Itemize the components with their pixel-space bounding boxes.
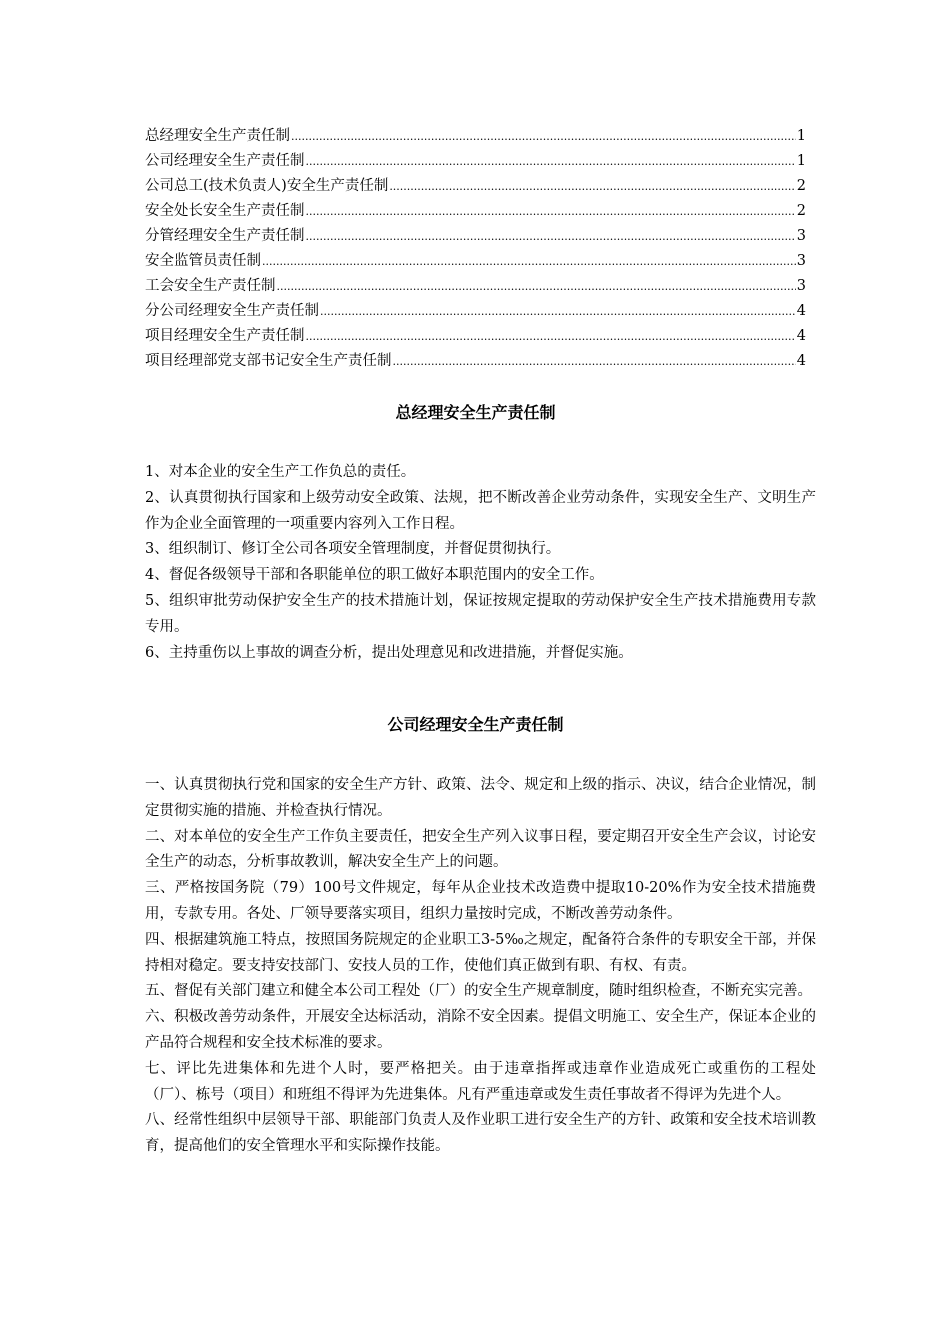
paragraph: 2、认真贯彻执行国家和上级劳动安全政策、法规，把不断改善企业劳动条件，实现安全生产、文明生产作为企业全面管理的一项重要内容列入工作日程。: [145, 489, 816, 532]
toc-entry-page: 3: [796, 228, 806, 244]
toc-entry-page: 2: [796, 178, 806, 194]
toc-entry-page: 3: [796, 253, 806, 269]
toc-dot-leader: [262, 249, 796, 274]
toc-entry-title: 安全监管员责任制: [145, 253, 261, 269]
toc-entry-page: 1: [796, 128, 806, 144]
toc-entry[interactable]: [145, 199, 806, 224]
toc-dot-leader: [389, 174, 795, 199]
toc-entry-page: 2: [796, 203, 806, 219]
toc-entry-title: 项目经理安全生产责任制: [145, 328, 305, 344]
toc-entry-title: 工会安全生产责任制: [145, 278, 276, 294]
paragraph: 二、对本单位的安全生产工作负主要责任，把安全生产列入议事日程，要定期召开安全生产会议，讨论安全生产的动态，分析事故教训，解决安全生产上的问题。: [145, 828, 816, 871]
paragraph: 八、经常性组织中层领导干部、职能部门负责人及作业职工进行安全生产的方针、政策和安全技术培训教育，提高他们的安全管理水平和实际操作技能。: [145, 1112, 816, 1155]
toc-entry[interactable]: [145, 124, 806, 149]
toc-dot-leader: [306, 324, 796, 349]
section-heading: 公司经理安全生产责任制: [387, 715, 564, 734]
paragraph: 4、督促各级领导干部和各职能单位的职工做好本职范围内的安全工作。: [145, 567, 604, 584]
paragraph: 3、组织制订、修订全公司各项安全管理制度，并督促贯彻执行。: [145, 541, 561, 558]
toc-dot-leader: [306, 149, 796, 174]
toc-entry-title: 安全处长安全生产责任制: [145, 203, 305, 219]
paragraph: 6、主持重伤以上事故的调查分析，提出处理意见和改进措施，并督促实施。: [145, 644, 633, 661]
paragraph: 七、评比先进集体和先进个人时，要严格把关。由于违章指挥或违章作业造成死亡或重伤的工程处（厂）、栋号（项目）和班组不得评为先进集体。凡有严重违章或发生责任事故者不得评为先进个人。: [145, 1060, 816, 1103]
toc-entry-page: 4: [796, 303, 806, 319]
toc-dot-leader: [393, 349, 796, 374]
paragraph: 5、组织审批劳动保护安全生产的技术措施计划，保证按规定提取的劳动保护安全生产技术措施费用专款专用。: [145, 592, 816, 635]
toc-dot-leader: [277, 274, 796, 299]
section-body: [145, 773, 816, 1160]
section-heading: 总经理安全生产责任制: [395, 403, 556, 422]
toc-entry-page: 3: [796, 278, 806, 294]
toc-entry-title: 公司总工(技术负责人)安全生产责任制: [145, 178, 389, 194]
toc-entry[interactable]: [145, 249, 806, 274]
toc-dot-leader: [306, 224, 796, 249]
toc-dot-leader: [320, 299, 796, 324]
paragraph: 三、严格按国务院（79）100号文件规定，每年从企业技术改造费中提取10-20%作为安全技术措施费用，专款专用。各处、厂领导要落实项目，组织力量按时完成，不断改善劳动条件。: [145, 880, 816, 922]
toc-entry-title: 分管经理安全生产责任制: [145, 228, 305, 244]
section-body: [145, 460, 816, 666]
toc-entry-title: 公司经理安全生产责任制: [145, 153, 305, 169]
toc-entry-page: 4: [796, 328, 806, 344]
toc-entry[interactable]: [145, 224, 806, 249]
toc-entry-title: 总经理安全生产责任制: [145, 128, 290, 144]
toc-entry[interactable]: [145, 174, 806, 199]
toc-entry-page: 1: [796, 153, 806, 169]
toc-dot-leader: [291, 124, 796, 149]
toc-entry[interactable]: [145, 324, 806, 349]
toc-entry-page: 4: [796, 353, 806, 369]
table-of-contents: [145, 124, 806, 374]
paragraph: 1、对本企业的安全生产工作负总的责任。: [145, 464, 416, 480]
toc-entry[interactable]: [145, 299, 806, 324]
paragraph: 四、根据建筑施工特点，按照国务院规定的企业职工3-5‰之规定，配备符合条件的专职安全干部，并保持相对稳定。要支持安技部门、安技人员的工作，使他们真正做到有职、有权、有责。: [145, 931, 816, 974]
paragraph: 五、督促有关部门建立和健全本公司工程处（厂）的安全生产规章制度，随时组织检查，不断充实完善。: [145, 983, 812, 1000]
toc-dot-leader: [306, 199, 796, 224]
toc-entry-title: 分公司经理安全生产责任制: [145, 303, 319, 319]
toc-entry[interactable]: [145, 349, 806, 374]
toc-entry[interactable]: [145, 149, 806, 174]
toc-entry-title: 项目经理部党支部书记安全生产责任制: [145, 353, 392, 369]
toc-entry[interactable]: [145, 274, 806, 299]
paragraph: 六、积极改善劳动条件，开展安全达标活动，消除不安全因素。提倡文明施工、安全生产，保证本企业的产品符合规程和安全技术标准的要求。: [145, 1009, 816, 1051]
paragraph: 一、认真贯彻执行党和国家的安全生产方针、政策、法令、规定和上级的指示、决议，结合企业情况，制定贯彻实施的措施、并检查执行情况。: [145, 777, 816, 819]
